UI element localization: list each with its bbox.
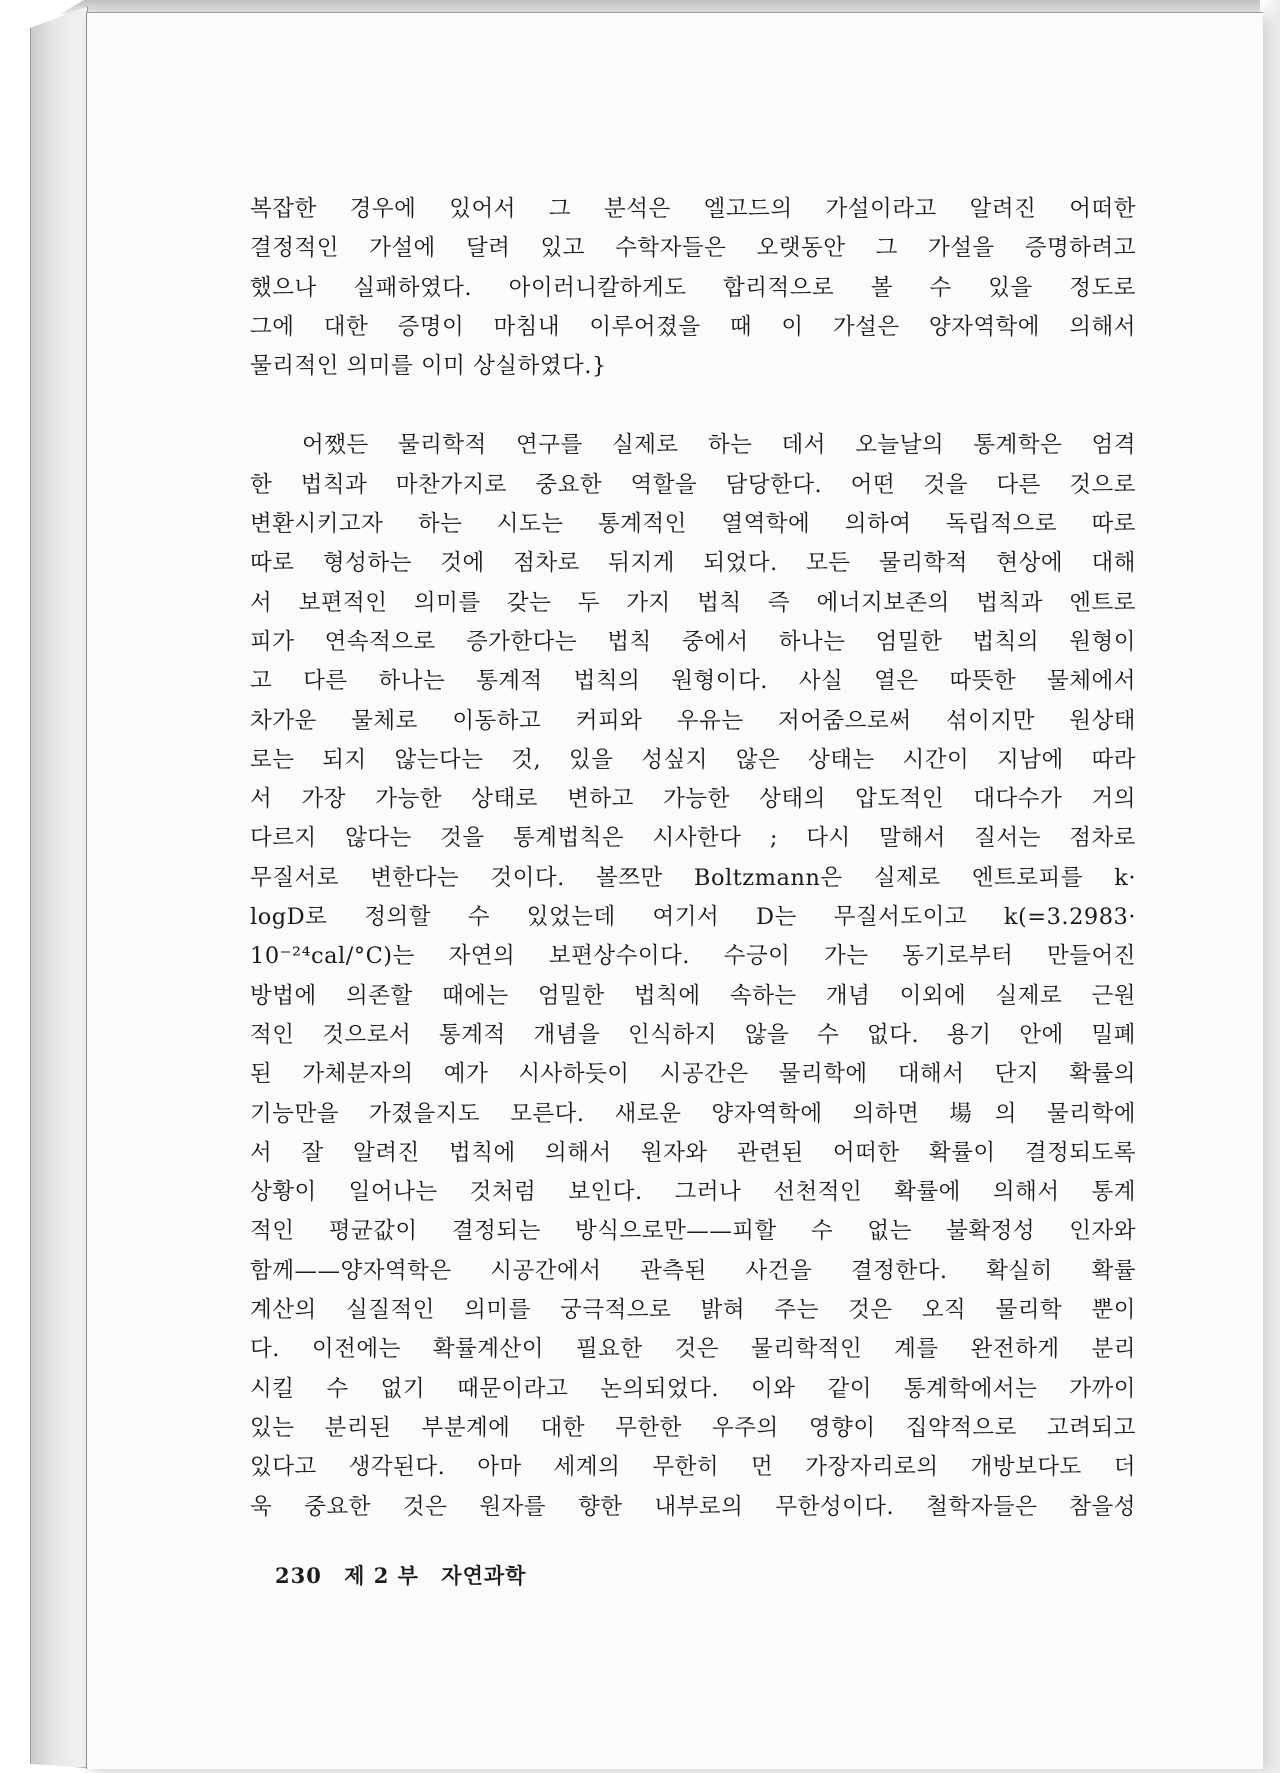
- text-line: 다. 이전에는 확률계산이 필요한 것은 물리학적인 계를 완전하게 분리: [250, 1336, 1136, 1363]
- text-line: 변환시키고자 하는 시도는 통계적인 열역학에 의하여 독립적으로 따로: [250, 511, 1136, 538]
- page-right-shadow: [1260, 0, 1280, 1773]
- paragraph-gap: [250, 386, 1136, 426]
- text-line: 로는 되지 않는다는 것, 있을 성싶지 않은 상태는 시간이 지남에 따라: [250, 746, 1136, 773]
- text-line: 복잡한 경우에 있어서 그 분석은 엘고드의 가설이라고 알려진 어떠한: [250, 196, 1136, 222]
- text-line: 서 가장 가능한 상태로 변하고 가능한 상태의 압도적인 대다수가 거의: [250, 786, 1136, 813]
- text-line: 고 다른 하나는 통계적 법칙의 원형이다. 사실 열은 따뜻한 물체에서: [250, 668, 1136, 695]
- text-line: 서 보편적인 의미를 갖는 두 가지 법칙 즉 에너지보존의 법칙과 엔트로: [250, 589, 1136, 616]
- text-line: 무질서로 변한다는 것이다. 볼쯔만 Boltzmann은 실제로 엔트로피를 k·: [250, 864, 1136, 891]
- text-line: 따로 형성하는 것에 점차로 뒤지게 되었다. 모든 물리학적 현상에 대해: [250, 550, 1136, 577]
- text-line: 있다고 생각된다. 아마 세계의 무한히 먼 가장자리로의 개방보다도 더: [250, 1454, 1136, 1481]
- text-line: 계산의 실질적인 의미를 궁극적으로 밝혀 주는 것은 오직 물리학 뿐이: [250, 1297, 1136, 1324]
- text-line: 어쨌든 물리학적 연구를 실제로 하는 데서 오늘날의 통계학은 엄격: [302, 432, 1136, 459]
- text-line: 서 잘 알려진 법칙에 의해서 원자와 관련된 어떠한 확률이 결정되도록: [250, 1139, 1136, 1166]
- text-line: 한 법칙과 마찬가지로 중요한 역할을 담당한다. 어떤 것을 다른 것으로: [250, 471, 1136, 498]
- text-line: 함께——양자역학은 시공간에서 관측된 사건을 결정한다. 확실히 확률: [250, 1257, 1136, 1284]
- text-line: 피가 연속적으로 증가한다는 법칙 중에서 하나는 엄밀한 법칙의 원형이: [250, 628, 1136, 655]
- text-line: 결정적인 가설에 달려 있고 수학자들은 오랫동안 그 가설을 증명하려고: [250, 235, 1136, 262]
- text-line: 상황이 일어나는 것처럼 보인다. 그러나 선천적인 확률에 의해서 통계: [250, 1179, 1136, 1206]
- text-line: 했으나 실패하였다. 아이러니칼하게도 합리적으로 볼 수 있을 정도로: [250, 274, 1136, 301]
- paragraph-2: [250, 426, 1136, 1526]
- text-line: 그에 대한 증명이 마침내 이루어졌을 때 이 가설은 양자역학에 의해서: [250, 313, 1136, 340]
- body-text: [250, 190, 1136, 1527]
- text-line: 적인 것으로서 통계적 개념을 인식하지 않을 수 없다. 용기 안에 밀폐: [250, 1021, 1136, 1048]
- paragraph-1: [250, 190, 1136, 386]
- text-line: 물리적인 의미를 이미 상실하였다.}: [250, 353, 607, 380]
- text-line: 10⁻²⁴cal/°C)는 자연의 보편상수이다. 수긍이 가는 동기로부터 만들어진: [250, 943, 1136, 970]
- text-line: 욱 중요한 것은 원자를 향한 내부로의 무한성이다. 철학자들은 참을성: [250, 1493, 1136, 1520]
- part-label: 제 2 부: [344, 1563, 419, 1588]
- text-line: 다르지 않다는 것을 통계법칙은 시사한다 ; 다시 말해서 질서는 점차로: [250, 825, 1136, 852]
- section-label: 자연과학: [441, 1563, 527, 1588]
- text-line: logD로 정의할 수 있었는데 여기서 D는 무질서도이고 k(=3.2983·: [250, 904, 1136, 931]
- page-footer: [275, 1560, 540, 1590]
- text-line: 있는 분리된 부분계에 대한 무한한 우주의 영향이 집약적으로 고려되고: [250, 1414, 1136, 1441]
- text-line: 시킬 수 없기 때문이라고 논의되었다. 이와 같이 통계학에서는 가까이: [250, 1375, 1136, 1402]
- text-line: 된 가체분자의 예가 시사하듯이 시공간은 물리학에 대해서 단지 확률의: [250, 1061, 1136, 1088]
- book-left-edge: [30, 6, 88, 1768]
- text-line: 적인 평균값이 결정되는 방식으로만——피할 수 없는 불확정성 인자와: [250, 1218, 1136, 1245]
- text-line: 기능만을 가졌을지도 모른다. 새로운 양자역학에 의하면 場의 물리학에: [250, 1100, 1136, 1127]
- text-line: 차가운 물체로 이동하고 커피와 우유는 저어줌으로써 섞이지만 원상태: [250, 707, 1136, 734]
- text-line: 방법에 의존할 때에는 엄밀한 법칙에 속하는 개념 이외에 실제로 근원: [250, 982, 1136, 1009]
- page-number: 230: [275, 1563, 322, 1588]
